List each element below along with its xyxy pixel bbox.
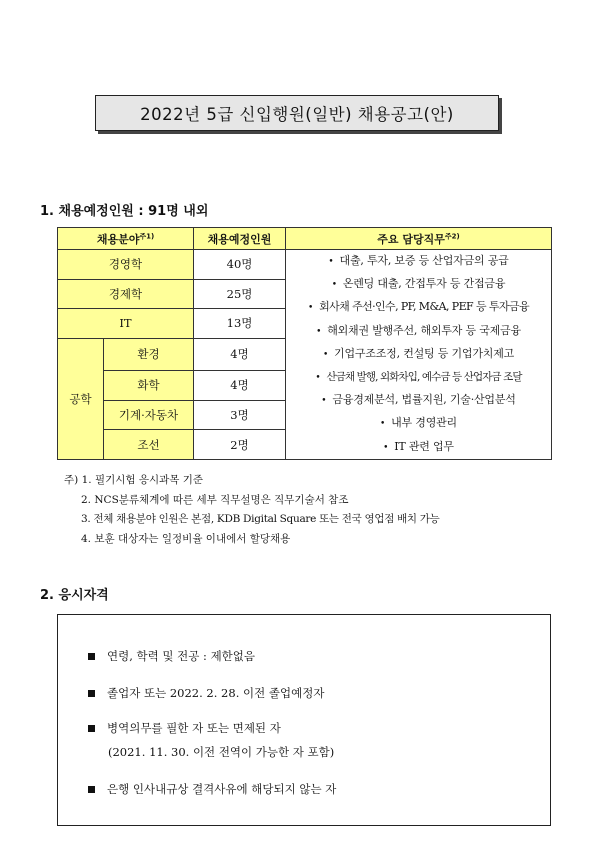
field-cell: 화학 — [104, 371, 194, 401]
count-cell: 13명 — [194, 309, 286, 339]
note-item: 4. 보훈 대상자는 일정비율 이내에서 할당채용 — [81, 532, 291, 545]
list-item: • 회사채 주선·인수, PF, M&A, PEF 등 투자금융 — [308, 300, 529, 314]
note-item: 주) 1. 필기시험 응시과목 기준 — [64, 474, 204, 486]
table-notes — [64, 471, 440, 549]
square-bullet-icon — [88, 690, 95, 697]
field-cell: 경제학 — [58, 279, 194, 309]
header-duties-note: 주2) — [444, 231, 460, 240]
table-row — [58, 250, 552, 280]
section-heading-eligibility: 2. 응시자격 — [40, 588, 109, 603]
section-heading-recruit-count: 1. 채용예정인원 : 91명 내외 — [40, 204, 209, 219]
list-item: 은행 인사내규상 결격사유에 해당되지 않는 자 — [88, 781, 336, 797]
field-cell: 경영학 — [58, 250, 194, 280]
list-item: • 온렌딩 대출, 간접투자 등 간접금융 — [331, 277, 506, 291]
count-cell: 4명 — [194, 371, 286, 401]
note-item: 3. 전체 채용분야 인원은 본점, KDB Digital Square 또는 전국 영업점 배치 가능 — [81, 513, 440, 525]
field-cell: 기계·자동차 — [104, 400, 194, 430]
list-item: • IT 관련 업무 — [383, 439, 454, 453]
duties-list — [286, 250, 551, 459]
square-bullet-icon — [88, 653, 95, 660]
engineering-group-cell: 공학 — [58, 338, 104, 459]
count-cell: 25명 — [194, 279, 286, 309]
list-item: • 산금채 발행, 외화차입, 예수금 등 산업자금 조달 — [315, 371, 522, 384]
page-title-text: 2022년 5급 신입행원(일반) 채용공고(안) — [140, 105, 454, 124]
list-item-continuation: (2021. 11. 30. 이전 전역이 가능한 자 포함) — [108, 745, 335, 759]
note-item: 2. NCS분류체계에 따른 세부 직무설명은 직무기술서 참조 — [81, 493, 349, 506]
list-item: • 기업구조조정, 컨설팅 등 기업가치제고 — [322, 346, 515, 360]
square-bullet-icon — [88, 725, 95, 732]
field-cell: 환경 — [104, 338, 194, 370]
count-cell: 3명 — [194, 400, 286, 430]
header-duties: 주요 담당직무$^{주2)}$ — [286, 228, 552, 250]
recruitment-table — [57, 227, 552, 460]
list-item: 연령, 학력 및 전공 : 제한없음 — [88, 648, 255, 664]
list-item: 병역의무를 필한 자 또는 면제된 자 — [88, 720, 281, 736]
note-prefix: 주) — [64, 474, 79, 486]
square-bullet-icon — [88, 786, 95, 793]
list-item: • 금융경제분석, 법률지원, 기술·산업분석 — [321, 393, 516, 407]
header-field: 채용분야$^{주1)}$ — [58, 228, 194, 250]
list-item: • 대출, 투자, 보증 등 산업자금의 공급 — [328, 254, 509, 267]
table-header-row — [58, 228, 552, 250]
page-title — [95, 95, 499, 131]
header-count: 채용예정인원 — [194, 228, 286, 250]
list-item: • 해외채권 발행주선, 해외투자 등 국제금융 — [316, 323, 521, 337]
count-cell: 40명 — [194, 250, 286, 280]
count-cell: 4명 — [194, 338, 286, 370]
list-item: 졸업자 또는 2022. 2. 28. 이전 졸업예정자 — [88, 685, 324, 701]
field-cell: IT — [58, 309, 194, 339]
list-item: • 내부 경영관리 — [380, 416, 457, 430]
header-field-note: 주1) — [139, 231, 155, 240]
count-cell: 2명 — [194, 430, 286, 460]
field-cell: 조선 — [104, 430, 194, 460]
eligibility-box — [57, 614, 551, 826]
duties-cell — [286, 250, 552, 460]
